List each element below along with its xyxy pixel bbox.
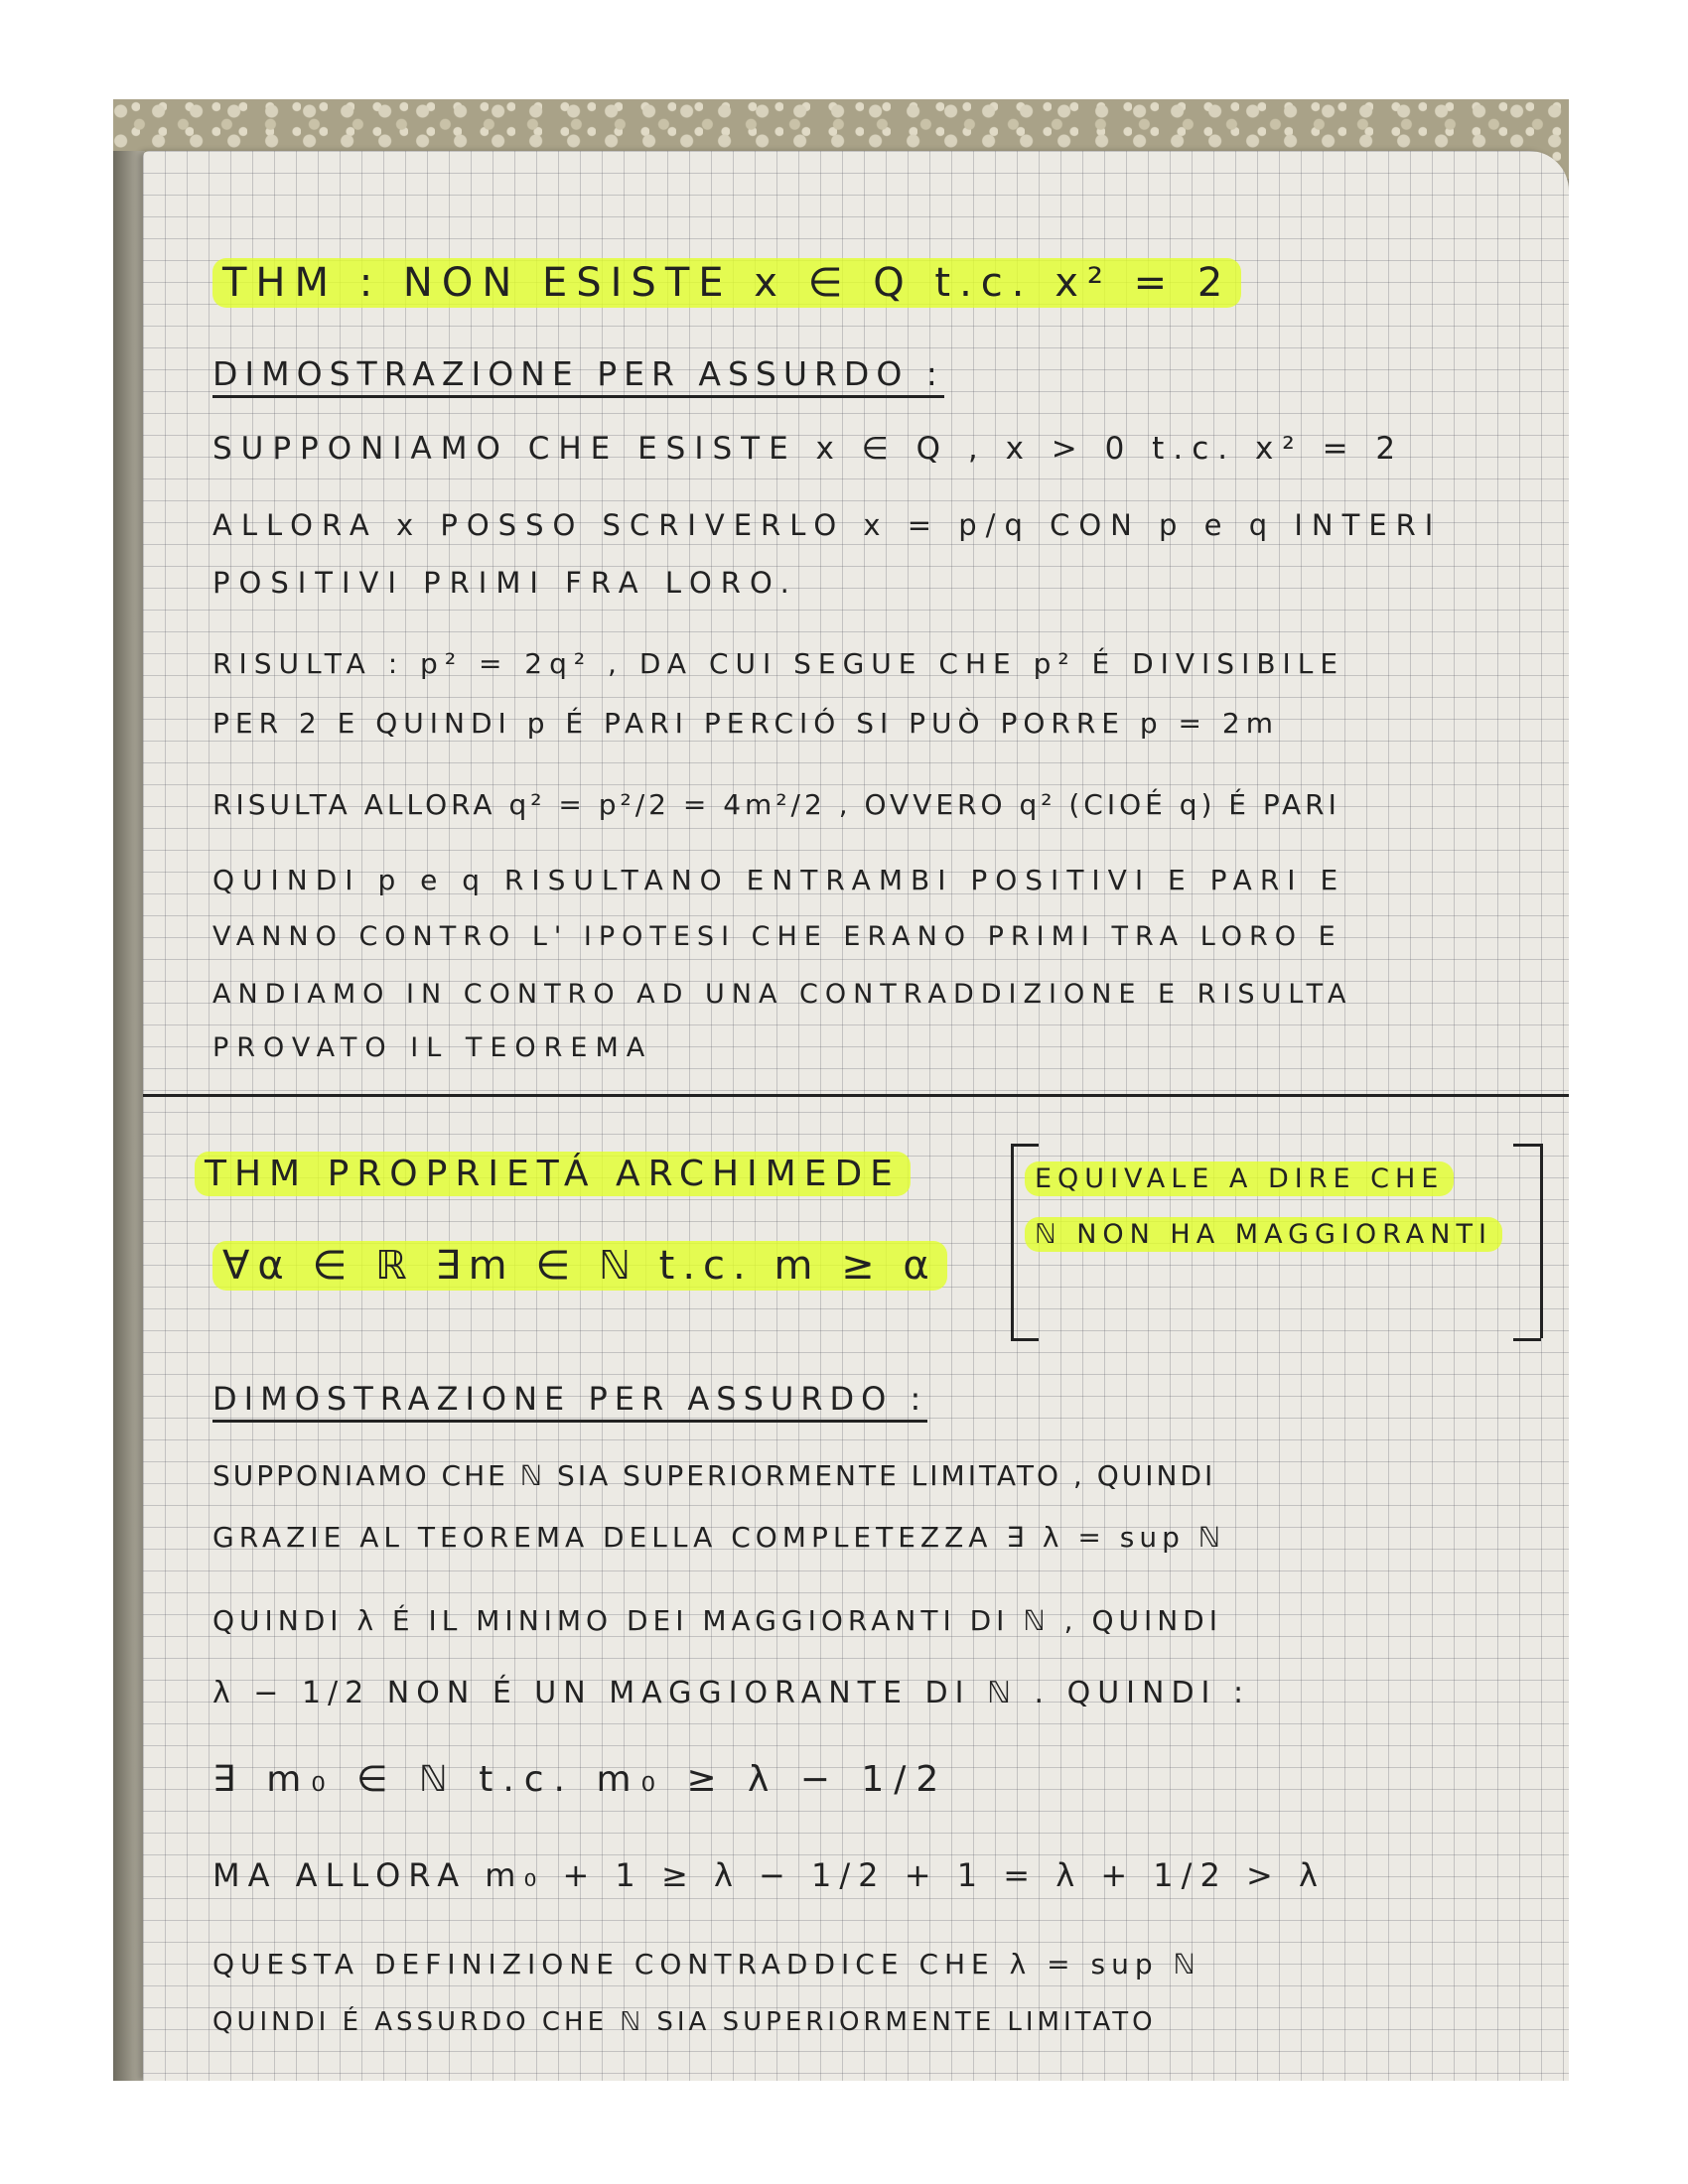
note-line: EQUIVALE A DIRE CHE <box>1025 1161 1454 1196</box>
proof-1-line: RISULTA ALLORA q² = p²/2 = 4m²/2 , OVVERO q² (CIOÉ q) É PARI <box>212 788 1340 821</box>
proof-1-line: SUPPONIAMO CHE ESISTE x ∈ Q , x > 0 t.c. x² = 2 <box>212 431 1405 467</box>
note-line: ℕ NON HA MAGGIORANTI <box>1025 1217 1502 1252</box>
proof-2-line: QUINDI λ É IL MINIMO DEI MAGGIORANTI DI ℕ , QUINDI <box>212 1604 1222 1637</box>
proof-2-line: MA ALLORA m₀ + 1 ≥ λ − 1/2 + 1 = λ + 1/2 > λ <box>212 1856 1326 1894</box>
proof-1-line: VANNO CONTRO L' IPOTESI CHE ERANO PRIMI TRA LORO E <box>212 921 1342 952</box>
proof-1-line: RISULTA : p² = 2q² , DA CUI SEGUE CHE p² É DIVISIBILE <box>212 647 1345 680</box>
proof-1-line: ANDIAMO IN CONTRO AD UNA CONTRADDIZIONE E RISULTA <box>212 979 1353 1010</box>
note-bracket <box>1513 1338 1541 1341</box>
proof-2-line: QUESTA DEFINIZIONE CONTRADDICE CHE λ = sup ℕ <box>212 1948 1201 1980</box>
notebook-photo <box>113 99 1569 2081</box>
theorem-2-statement: ∀α ∈ ℝ ∃m ∈ ℕ t.c. m ≥ α <box>212 1241 947 1291</box>
proof-1-heading: DIMOSTRAZIONE PER ASSURDO : <box>212 354 944 398</box>
proof-2-line: λ − 1/2 NON É UN MAGGIORANTE DI ℕ . QUINDI : <box>212 1676 1251 1710</box>
proof-2-line: QUINDI É ASSURDO CHE ℕ SIA SUPERIORMENTE LIMITATO <box>212 2007 1157 2037</box>
proof-2-line: GRAZIE AL TEOREMA DELLA COMPLETEZZA ∃ λ = sup ℕ <box>212 1521 1226 1554</box>
section-divider <box>143 1094 1569 1097</box>
notebook-binding <box>113 151 145 2081</box>
proof-1-line: ALLORA x POSSO SCRIVERLO x = p/q CON p e q INTERI <box>212 508 1443 542</box>
proof-2-heading: DIMOSTRAZIONE PER ASSURDO : <box>212 1380 927 1423</box>
proof-1-line: PER 2 E QUINDI p É PARI PERCIÓ SI PUÒ PORRE p = 2m <box>212 707 1280 740</box>
proof-2-line: SUPPONIAMO CHE ℕ SIA SUPERIORMENTE LIMITATO , QUINDI <box>212 1459 1216 1492</box>
proof-1-line: PROVATO IL TEOREMA <box>212 1032 653 1063</box>
proof-2-line: ∃ m₀ ∈ ℕ t.c. m₀ ≥ λ − 1/2 <box>212 1759 949 1800</box>
proof-1-line: QUINDI p e q RISULTANO ENTRAMBI POSITIVI E PARI E <box>212 864 1346 896</box>
theorem-1-title: THM : NON ESISTE x ∈ Q t.c. x² = 2 <box>212 258 1241 308</box>
proof-1-line: POSITIVI PRIMI FRA LORO. <box>212 566 798 600</box>
theorem-2-title: THM PROPRIETÁ ARCHIMEDE <box>195 1152 911 1196</box>
note-bracket <box>1011 1338 1039 1341</box>
notebook-page <box>143 151 1569 2081</box>
